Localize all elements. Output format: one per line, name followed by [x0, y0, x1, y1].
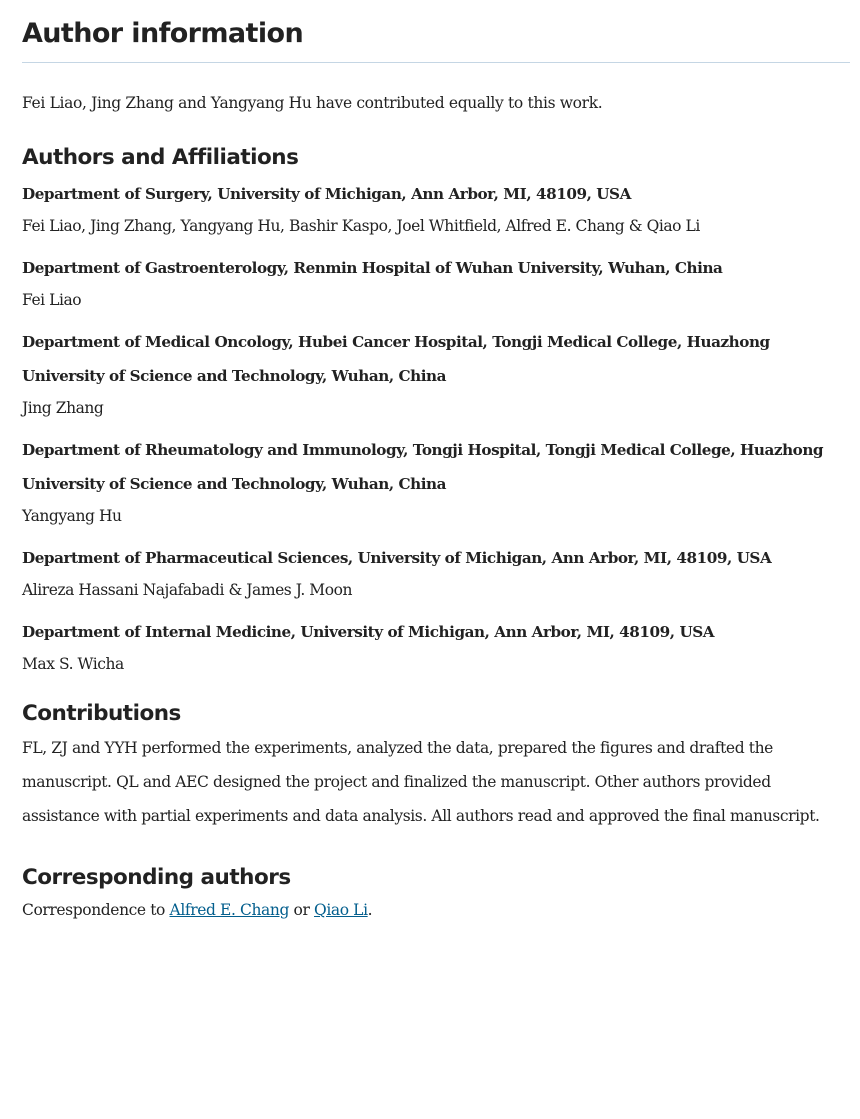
contributions-heading: Contributions: [22, 701, 181, 726]
affiliation-name: Department of Rheumatology and Immunology, Tongji Hospital, Tongji Medical College, Huazhong University of Science and Technology, Wuhan, China: [22, 441, 824, 493]
affiliation-item: [22, 541, 850, 605]
contributions-text: FL, ZJ and YYH performed the experiments, analyzed the data, prepared the figures and drafted the manuscript. QL and AEC designed the project and finalized the manuscript. Other authors provided assistance with partial experiments and data analysis. All authors read and approved the final manuscript.: [22, 739, 820, 825]
affiliation-authors: Max S. Wicha: [22, 655, 124, 673]
correspondence-suffix: .: [367, 901, 373, 919]
corresponding-author-link-li[interactable]: Qiao Li: [314, 901, 368, 919]
affiliation-authors: Jing Zhang: [22, 399, 104, 417]
affiliation-item: [22, 433, 850, 531]
correspondence-line: [22, 895, 850, 925]
affiliation-item: [22, 325, 850, 423]
affiliation-item: [22, 251, 850, 315]
affiliation-name: Department of Gastroenterology, Renmin Hospital of Wuhan University, Wuhan, China: [22, 259, 723, 277]
affiliation-authors: Fei Liao, Jing Zhang, Yangyang Hu, Bashir Kaspo, Joel Whitfield, Alfred E. Chang & Qiao Li: [22, 217, 700, 235]
affiliation-name: Department of Internal Medicine, University of Michigan, Ann Arbor, MI, 48109, USA: [22, 623, 715, 641]
affiliation-authors: Fei Liao: [22, 291, 82, 309]
equal-contribution-note: Fei Liao, Jing Zhang and Yangyang Hu have contributed equally to this work.: [22, 94, 603, 112]
author-information-heading: Author information: [22, 18, 304, 49]
corresponding-authors-heading: Corresponding authors: [22, 865, 291, 890]
affiliations-heading: Authors and Affiliations: [22, 145, 299, 170]
affiliation-name: Department of Pharmaceutical Sciences, University of Michigan, Ann Arbor, MI, 48109, USA: [22, 549, 772, 567]
affiliation-name: Department of Surgery, University of Michigan, Ann Arbor, MI, 48109, USA: [22, 185, 631, 203]
affiliation-name: Department of Medical Oncology, Hubei Cancer Hospital, Tongji Medical College, Huazhong University of Science and Technology, Wuhan, China: [22, 333, 770, 385]
affiliation-authors: Yangyang Hu: [22, 507, 122, 525]
affiliation-item: [22, 615, 850, 679]
heading-divider: [22, 62, 850, 63]
corresponding-author-link-chang[interactable]: Alfred E. Chang: [169, 901, 290, 919]
correspondence-separator: or: [289, 901, 315, 919]
affiliation-authors: Alireza Hassani Najafabadi & James J. Moon: [22, 581, 353, 599]
affiliation-list: [22, 177, 850, 679]
correspondence-prefix: Correspondence to: [22, 901, 170, 919]
affiliation-item: [22, 177, 850, 241]
